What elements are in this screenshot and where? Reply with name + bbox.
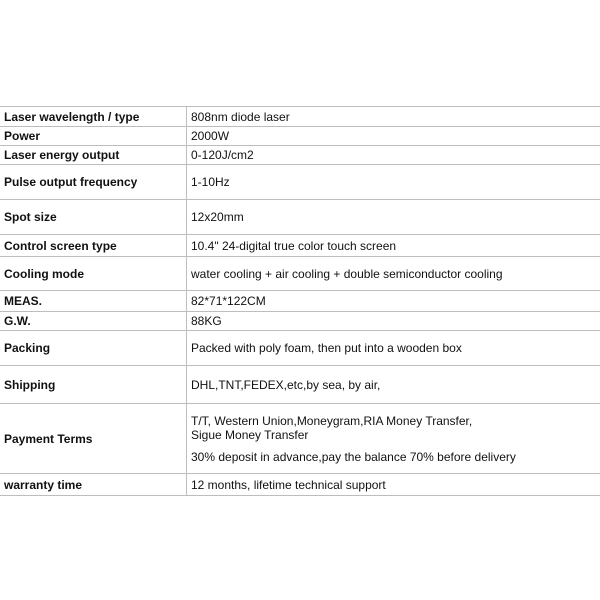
spec-row-control-screen (0, 235, 600, 257)
spec-label: Power (0, 127, 187, 145)
spec-value (187, 257, 600, 290)
spec-value-line: 2000W (191, 129, 230, 143)
spec-label: warranty time (0, 474, 187, 495)
spec-value (187, 165, 600, 199)
spec-value (187, 127, 600, 145)
spec-value (187, 291, 600, 311)
spec-value (187, 366, 600, 403)
spec-label: Shipping (0, 366, 187, 403)
spec-value-line: 808nm diode laser (191, 109, 290, 124)
spec-value-line: 1-10Hz (191, 175, 230, 189)
spec-value-line: 12 months, lifetime technical support (191, 477, 386, 492)
spec-value-spacer (191, 442, 600, 450)
spec-label: Pulse output frequency (0, 165, 187, 199)
spec-value-line: 10.4" 24-digital true color touch screen (191, 238, 397, 253)
spec-value (187, 146, 600, 164)
spec-value (187, 474, 600, 495)
spec-row-payment-terms (0, 404, 600, 474)
spec-value-line: 82*71*122CM (191, 294, 266, 308)
spec-value-line: T/T, Western Union,Moneygram,RIA Money Transfer, (191, 413, 473, 428)
spec-value (187, 200, 600, 234)
spec-value-line: DHL,TNT,FEDEX,etc,by sea, by air, (191, 377, 381, 392)
spec-value (187, 404, 600, 473)
spec-row-laser-wavelength (0, 107, 600, 127)
spec-row-pulse-frequency (0, 165, 600, 200)
spec-value (187, 312, 600, 330)
spec-label: G.W. (0, 312, 187, 330)
spec-label: Laser wavelength / type (0, 107, 187, 126)
spec-value-line: 88KG (191, 314, 222, 328)
spec-row-power (0, 127, 600, 146)
spec-value (187, 331, 600, 365)
spec-row-gw (0, 312, 600, 331)
spec-value (187, 107, 600, 126)
spec-label: Payment Terms (0, 404, 187, 473)
spec-label: Control screen type (0, 235, 187, 256)
spec-value-line: Sigue Money Transfer (191, 427, 309, 442)
spec-row-cooling-mode (0, 257, 600, 291)
spec-label: Packing (0, 331, 187, 365)
spec-row-packing (0, 331, 600, 366)
spec-label: Cooling mode (0, 257, 187, 290)
spec-table (0, 106, 600, 496)
spec-row-shipping (0, 366, 600, 404)
spec-row-spot-size (0, 200, 600, 235)
spec-row-laser-energy (0, 146, 600, 165)
spec-label: MEAS. (0, 291, 187, 311)
spec-value-line: water cooling + air cooling + double semiconductor cooling (191, 266, 503, 281)
spec-label: Spot size (0, 200, 187, 234)
spec-value-line: 30% deposit in advance,pay the balance 70% before delivery (191, 449, 516, 464)
spec-row-meas (0, 291, 600, 312)
spec-row-warranty (0, 474, 600, 496)
spec-value (187, 235, 600, 256)
spec-value-line: Packed with poly foam, then put into a wooden box (191, 341, 462, 355)
spec-label: Laser energy output (0, 146, 187, 164)
spec-value-line: 12x20mm (191, 210, 244, 224)
spec-value-line: 0-120J/cm2 (191, 148, 254, 162)
